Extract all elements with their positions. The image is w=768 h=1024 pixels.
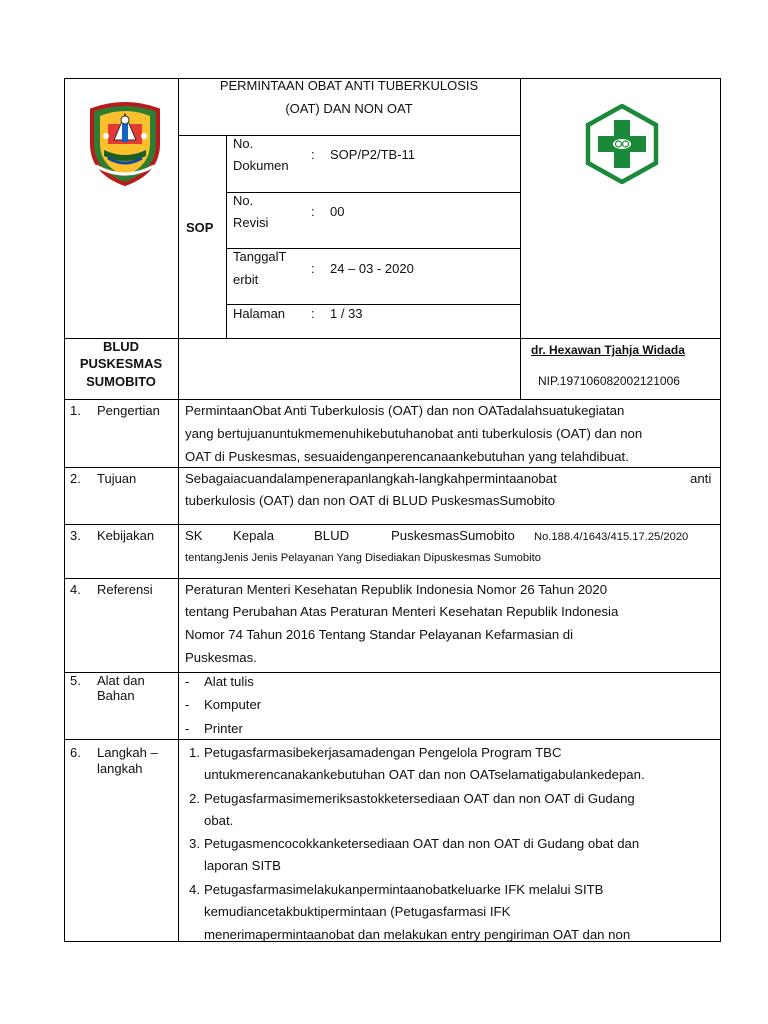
sop-label: SOP [186,220,214,235]
section-text-word: PuskesmasSumobito [391,528,515,543]
bullet: - [185,721,190,736]
section-title: Pengertian [97,403,160,418]
signer-name: dr. Hexawan Tjahja Widada [531,343,685,357]
meta-rev-label-2: Revisi [233,215,269,230]
meta-doc-value: SOP/P2/TB-11 [330,147,416,162]
section-text-line: tentangJenis Jenis Pelayanan Yang Disediakan Dipuskesmas Sumobito [185,552,541,564]
signer-nip: NIP.197106082002121006 [538,374,680,388]
org-name-line3: SUMOBITO [86,374,156,389]
meta-date-label-1: TanggalT [233,249,287,264]
step-number: 1. [189,745,200,760]
step-number: 4. [189,882,200,897]
meta-date-label-2: erbit [233,272,259,287]
section-text-word: BLUD [314,528,350,543]
step-text-line: Petugasfarmasimelakukanpermintaanobatkeluarke IFK melalui SITB [204,882,604,897]
meta-doc-colon: : [311,147,315,162]
meta-rev-label-1: No. [233,193,254,208]
org-name-line2: PUSKESMAS [79,356,163,371]
meta-page-colon: : [311,306,315,321]
regional-emblem-icon [86,100,164,186]
section-text-line: tentang Perubahan Atas Peraturan Menteri Kesehatan Republik Indonesia [185,604,619,619]
section-title: langkah [97,761,143,776]
section-title: Kebijakan [97,528,155,543]
list-item: Komputer [204,697,262,712]
section-number: 2. [70,471,81,486]
section-title: Tujuan [97,471,137,486]
section-title: Bahan [97,688,135,703]
section-text-word: Kepala [233,528,275,543]
step-text-line: kemudiancetakbuktipermintaan (Petugasfarmasi IFK [204,904,511,919]
document-title-line1: PERMINTAAN OBAT ANTI TUBERKULOSIS [219,78,479,93]
section-text-line: tuberkulosis (OAT) dan non OAT di BLUD PuskesmasSumobito [185,493,556,508]
meta-page-value: 1 / 33 [330,306,363,321]
org-name-line1: BLUD [102,339,140,354]
step-text-line: menerimapermintaanobat dan melakukan entry pengiriman OAT dan non [204,927,631,942]
section-text-word: SK [185,528,203,543]
step-number: 2. [189,791,200,806]
section-number: 4. [70,582,81,597]
document-title-line2: (OAT) DAN NON OAT [285,101,413,116]
bullet: - [185,697,190,712]
list-item: Alat tulis [204,674,254,689]
bullet: - [185,674,190,689]
meta-doc-label-2: Dokumen [233,158,289,173]
section-title: Langkah – [97,745,158,760]
section-number: 1. [70,403,81,418]
meta-page-label: Halaman [233,306,286,321]
step-text-line: Petugasfarmasibekerjasamadengan Pengelola Program TBC [204,745,562,760]
step-text-line: Petugasfarmasimemeriksastokketersediaan OAT dan non OAT di Gudang [204,791,635,806]
step-text-line: laporan SITB [204,858,281,873]
section-text-line: PermintaanObat Anti Tuberkulosis (OAT) dan non OATadalahsuatukegiatan [185,403,625,418]
section-number: 5. [70,673,81,688]
step-number: 3. [189,836,200,851]
section-number: 3. [70,528,81,543]
puskesmas-cross-logo-icon [582,104,662,184]
list-item: Printer [204,721,243,736]
section-text-word: No.188.4/1643/415.17.25/2020 [534,531,689,543]
section-title: Referensi [97,582,153,597]
meta-date-value: 24 – 03 - 2020 [330,261,414,276]
step-text-line: obat. [204,813,234,828]
meta-rev-value: 00 [330,204,345,219]
section-text-line: yang bertujuanuntukmemenuhikebutuhanobat anti tuberkulosis (OAT) dan non [185,426,643,441]
section-text-line: Nomor 74 Tahun 2016 Tentang Standar Pelayanan Kefarmasian di [185,627,574,642]
section-text-line: Puskesmas. [185,650,257,665]
meta-rev-colon: : [311,204,315,219]
section-number: 6. [70,745,81,760]
section-text-line: Sebagaiacuandalampenerapanlangkah-langkahpermintaanobat [185,471,557,486]
step-text-line: Petugasmencocokkanketersediaan OAT dan non OAT di Gudang obat dan [204,836,640,851]
section-text-line: Peraturan Menteri Kesehatan Republik Indonesia Nomor 26 Tahun 2020 [185,582,608,597]
step-text-line: untukmerencanakankebutuhan OAT dan non OATselamatigabulankedepan. [204,767,645,782]
section-title: Alat dan [97,673,145,688]
section-text-word: anti [690,471,712,486]
meta-date-colon: : [311,261,315,276]
meta-doc-label-1: No. [233,136,254,151]
section-text-line: OAT di Puskesmas, sesuaidenganperencanaankebutuhan yang telahdibuat. [185,449,629,464]
